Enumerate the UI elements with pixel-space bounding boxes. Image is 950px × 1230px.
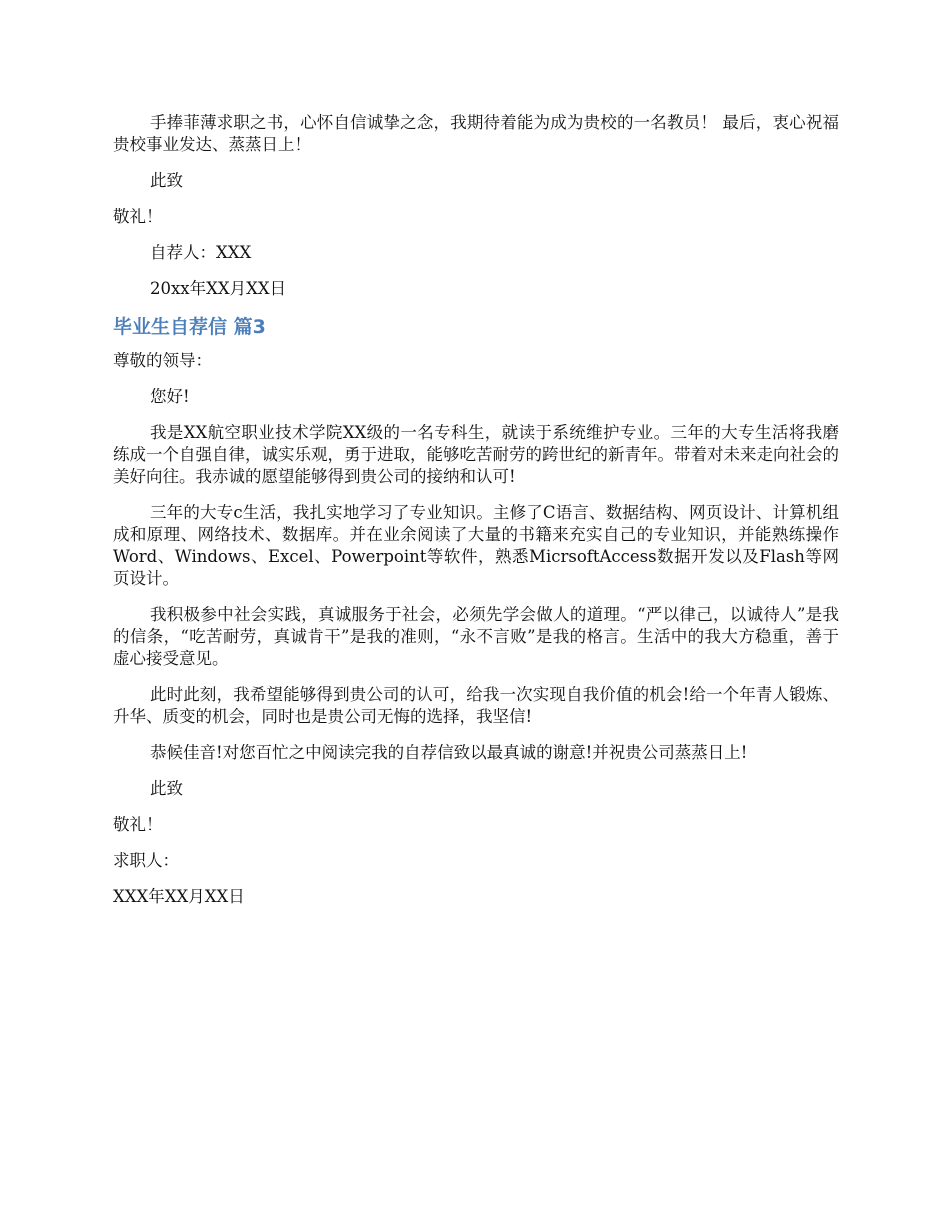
document-page <box>113 112 839 922</box>
signer-line: 自荐人：XXX <box>150 243 252 262</box>
date-line: 20xx年XX月XX日 <box>150 279 287 298</box>
letter-hello: 您好! <box>150 387 190 406</box>
date-line: XXX年XX月XX日 <box>113 887 245 906</box>
applicant-line: 求职人： <box>113 851 179 870</box>
salutation: 此致 <box>150 779 183 798</box>
section-heading: 毕业生自荐信 篇3 <box>113 316 266 338</box>
body-paragraph: 恭候佳音!对您百忙之中阅读完我的自荐信致以最真诚的谢意!并祝贵公司蒸蒸日上! <box>150 743 748 762</box>
body-paragraph: 三年的大专c生活，我扎实地学习了专业知识。主修了C语言、数据结构、网页设计、计算机组成和原理、网络技术、数据库。并在业余阅读了大量的书籍来充实自己的专业知识，并能熟练操作Word、Windows、Excel、Powerpoint等软件，熟悉MicrsoftAccess数据开发以及Flash等网页设计。 <box>113 503 839 588</box>
salutation: 此致 <box>150 171 183 190</box>
regards: 敬礼！ <box>113 815 163 834</box>
body-paragraph: 我是XX航空职业技术学院XX级的一名专科生，就读于系统维护专业。三年的大专生活将我磨练成一个自强自律，诚实乐观，勇于进取，能够吃苦耐劳的跨世纪的新青年。带着对未来走向社会的美好向往。我赤诚的愿望能够得到贵公司的接纳和认可! <box>113 423 839 486</box>
regards: 敬礼！ <box>113 207 163 226</box>
letter-greeting: 尊敬的领导： <box>113 351 212 370</box>
closing-paragraph: 手捧菲薄求职之书，心怀自信诚挚之念，我期待着能为成为贵校的一名教员！ 最后，衷心祝福贵校事业发达、蒸蒸日上！ <box>113 113 839 154</box>
body-paragraph: 此时此刻，我希望能够得到贵公司的认可，给我一次实现自我价值的机会!给一个年青人锻炼、升华、质变的机会，同时也是贵公司无悔的选择，我坚信! <box>113 685 839 726</box>
body-paragraph: 我积极参中社会实践，真诚服务于社会，必须先学会做人的道理。“严以律己，以诚待人”是我的信条，“吃苦耐劳，真诚肯干”是我的准则，“永不言败”是我的格言。生活中的我大方稳重，善于虚心接受意见。 <box>113 605 839 668</box>
